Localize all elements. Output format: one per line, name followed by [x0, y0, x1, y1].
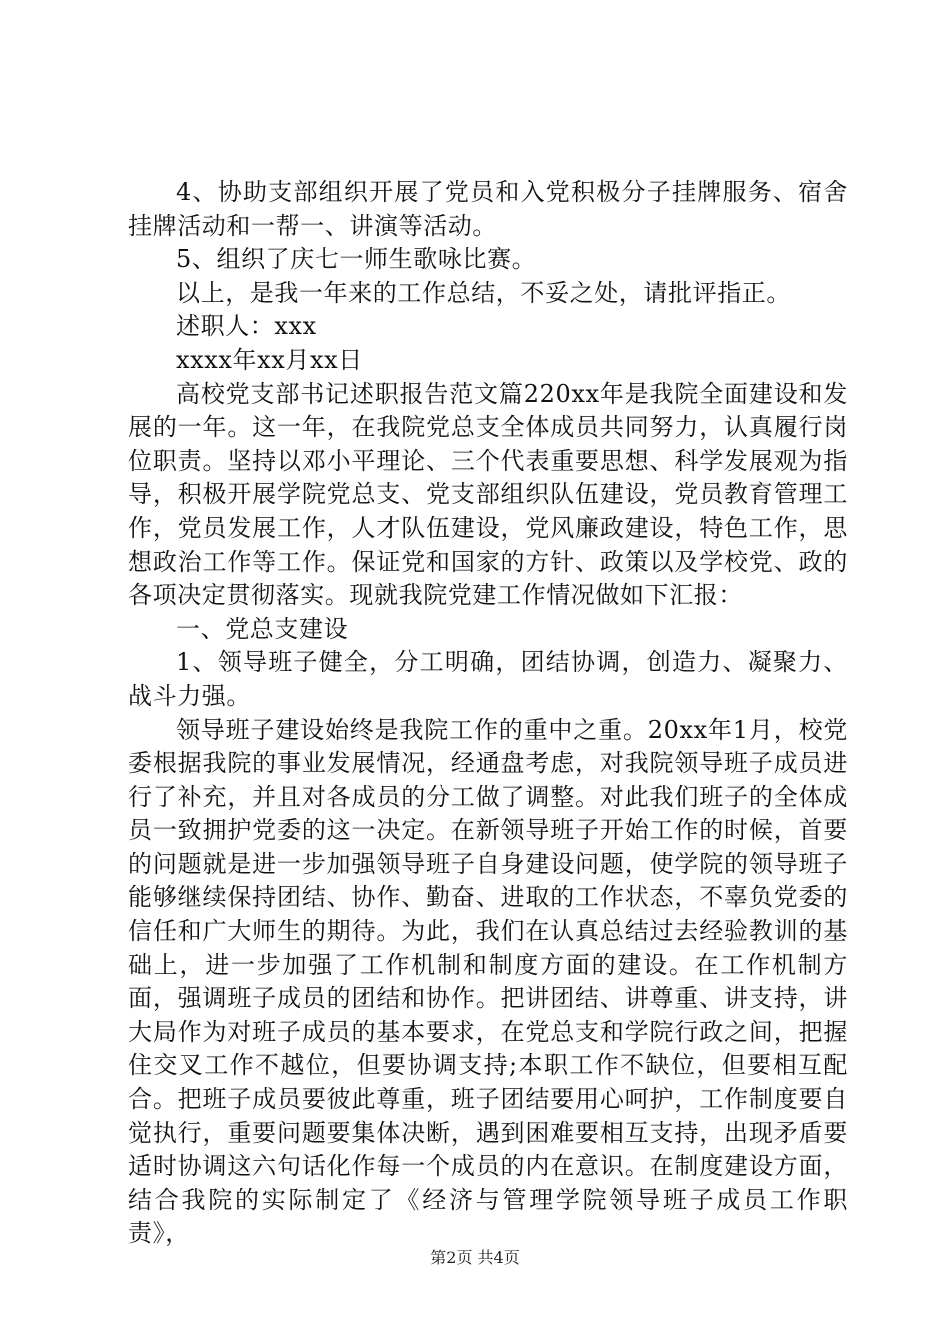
date-line: xxxx年xx月xx日: [176, 345, 363, 374]
paragraph: 1、领导班子健全，分工明确，团结协调，创造力、凝聚力、战斗力强。: [128, 648, 848, 710]
signature-line: 述职人：xxx: [176, 312, 317, 341]
paragraph: 领导班子建设始终是我院工作的重中之重。20xx年1月，校党委根据我院的事业发展情况，经通盘考虑，对我院领导班子成员进行了补充，并且对各成员的分工做了调整。对此我们班子的全体成员一致拥护党委的这一决定。在新领导班子开始工作的时候，首要的问题就是进一步加强领导班子自身建设问题，使学院的领导班子能够继续保持团结、协作、勤奋、进取的工作状态，不辜负党委的信任和广大师生的期待。为此，我们在认真总结过去经验教训的基础上，进一步加强了工作机制和制度方面的建设。在工作机制方面，强调班子成员的团结和协作。把讲团结、讲尊重、讲支持，讲大局作为对班子成员的基本要求，在党总支和学院行政之间，把握住交叉工作不越位，但要协调支持;本职工作不缺位，但要相互配合。把班子成员要彼此尊重，班子团结要用心呵护，工作制度要自觉执行，重要问题要集体决断，遇到困难要相互支持，出现矛盾要适时协调这六句话化作每一个成员的内在意识。在制度建设方面，结合我院的实际制定了《经济与管理学院领导班子成员工作职责》，: [128, 715, 848, 1248]
paragraph: 5、组织了庆七一师生歌咏比赛。: [176, 245, 537, 274]
paragraph: 4、协助支部组织开展了党员和入党积极分子挂牌服务、宿舍挂牌活动和一帮一、讲演等活动。: [128, 178, 848, 240]
paragraph: 以上，是我一年来的工作总结，不妥之处，请批评指正。: [176, 278, 791, 307]
document-body: [128, 176, 848, 1251]
page-number-footer: 第2页 共4页: [430, 1248, 520, 1267]
paragraph: 高校党支部书记述职报告范文篇220xx年是我院全面建设和发展的一年。这一年，在我院党总支全体成员共同努力，认真履行岗位职责。坚持以邓小平理论、三个代表重要思想、科学发展观为指导，积极开展学院党总支、党支部组织队伍建设，党员教育管理工作，党员发展工作，人才队伍建设，党风廉政建设，特色工作，思想政治工作等工作。保证党和国家的方针、政策以及学校党、政的各项决定贯彻落实。现就我院党建工作情况做如下汇报：: [128, 379, 848, 610]
section-heading: 一、党总支建设: [176, 614, 349, 643]
